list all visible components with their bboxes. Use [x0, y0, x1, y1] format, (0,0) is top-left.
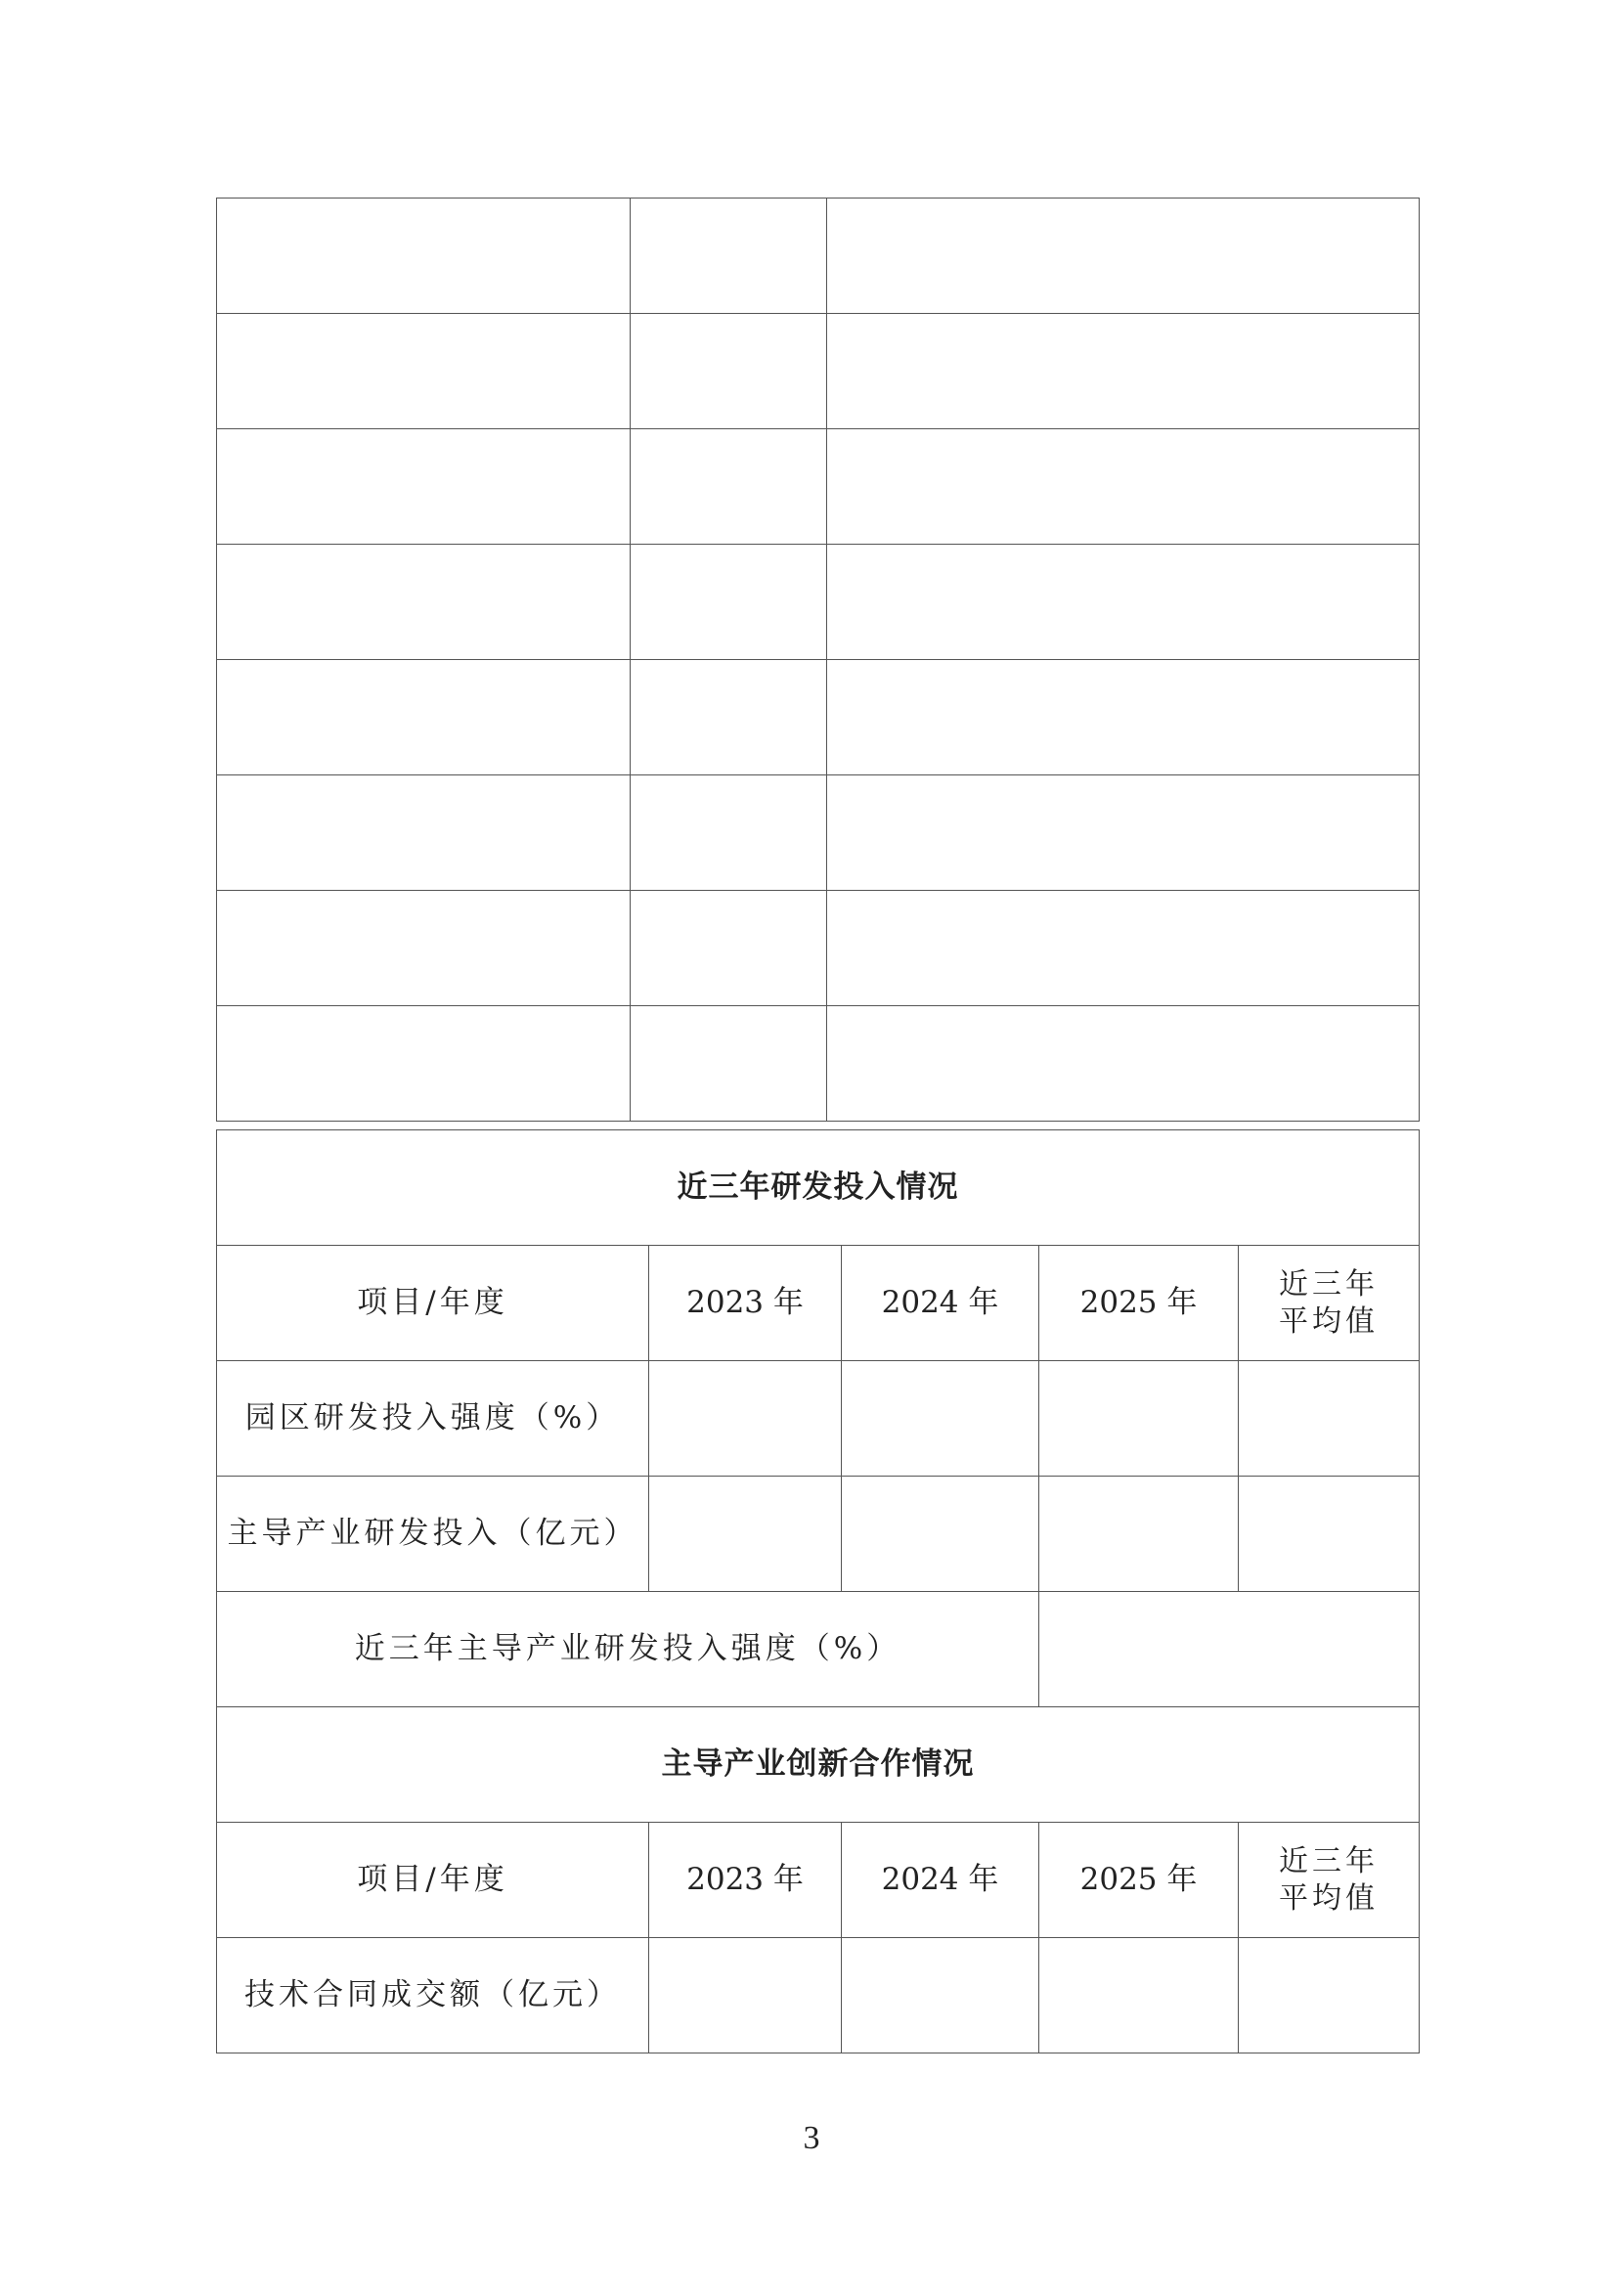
- table-cell: [217, 545, 631, 660]
- table-cell: [631, 545, 827, 660]
- table-cell: [827, 545, 1420, 660]
- rd-section-title: 近三年研发投入情况: [217, 1130, 1420, 1246]
- row-label-leading-industry-rd: 主导产业研发投入（亿元）: [217, 1477, 649, 1592]
- table-cell: [827, 314, 1420, 429]
- table-row: [217, 1938, 1420, 2053]
- header-average-line2: 平均值: [1279, 1880, 1379, 1916]
- rd-and-cooperation-table: [216, 1129, 1420, 2053]
- table-cell: [217, 1006, 631, 1122]
- value-cell: [842, 1361, 1039, 1477]
- table-row: [217, 314, 1420, 429]
- header-row: [217, 1823, 1420, 1938]
- value-cell: [1039, 1477, 1239, 1592]
- row-label-three-year-rd-intensity: 近三年主导产业研发投入强度（%）: [217, 1592, 1039, 1707]
- section-title-row: [217, 1707, 1420, 1823]
- table-row: [217, 1006, 1420, 1122]
- coop-section-title: 主导产业创新合作情况: [217, 1707, 1420, 1823]
- table-cell: [631, 775, 827, 891]
- table-cell: [827, 660, 1420, 775]
- page-number: 3: [803, 2120, 820, 2156]
- table-cell: [217, 314, 631, 429]
- value-cell: [1239, 1938, 1420, 2053]
- header-average: [1239, 1246, 1420, 1361]
- table-cell: [827, 891, 1420, 1006]
- table-row: [217, 1361, 1420, 1477]
- table-cell: [631, 429, 827, 545]
- header-average-line1: 近三年: [1279, 1267, 1379, 1302]
- table-row: [217, 429, 1420, 545]
- value-cell: [1039, 1592, 1420, 1707]
- table-cell: [827, 199, 1420, 314]
- value-cell: [842, 1938, 1039, 2053]
- header-average-line2: 平均值: [1279, 1303, 1379, 1339]
- table-row: [217, 660, 1420, 775]
- value-cell: [649, 1361, 842, 1477]
- header-2023: 2023 年: [649, 1823, 842, 1938]
- header-2024: 2024 年: [842, 1823, 1039, 1938]
- header-2025: 2025 年: [1039, 1823, 1239, 1938]
- header-average-line1: 近三年: [1279, 1844, 1379, 1878]
- value-cell: [1239, 1361, 1420, 1477]
- value-cell: [1039, 1361, 1239, 1477]
- value-cell: [1239, 1477, 1420, 1592]
- table-row: [217, 199, 1420, 314]
- table-cell: [827, 775, 1420, 891]
- blank-form-table: [216, 198, 1420, 1122]
- table-cell: [217, 429, 631, 545]
- value-cell: [649, 1477, 842, 1592]
- row-label-park-rd-intensity: 园区研发投入强度（%）: [217, 1361, 649, 1477]
- table-row: [217, 1477, 1420, 1592]
- header-2023: 2023 年: [649, 1246, 842, 1361]
- table-cell: [217, 660, 631, 775]
- value-cell: [1039, 1938, 1239, 2053]
- header-item: 项目/年度: [217, 1246, 649, 1361]
- table-row: [217, 545, 1420, 660]
- table-cell: [217, 199, 631, 314]
- table-cell: [631, 1006, 827, 1122]
- table-cell: [217, 775, 631, 891]
- table-cell: [631, 891, 827, 1006]
- table-row: [217, 891, 1420, 1006]
- table-cell: [217, 891, 631, 1006]
- section-title-row: [217, 1130, 1420, 1246]
- value-cell: [649, 1938, 842, 2053]
- header-item: 项目/年度: [217, 1823, 649, 1938]
- header-2024: 2024 年: [842, 1246, 1039, 1361]
- row-label-tech-contract-value: 技术合同成交额（亿元）: [217, 1938, 649, 2053]
- table-cell: [631, 660, 827, 775]
- table-cell: [827, 1006, 1420, 1122]
- table-row: [217, 775, 1420, 891]
- value-cell: [842, 1477, 1039, 1592]
- table-row: [217, 1592, 1420, 1707]
- table-cell: [631, 314, 827, 429]
- header-row: [217, 1246, 1420, 1361]
- header-average: [1239, 1823, 1420, 1938]
- table-cell: [827, 429, 1420, 545]
- header-2025: 2025 年: [1039, 1246, 1239, 1361]
- table-cell: [631, 199, 827, 314]
